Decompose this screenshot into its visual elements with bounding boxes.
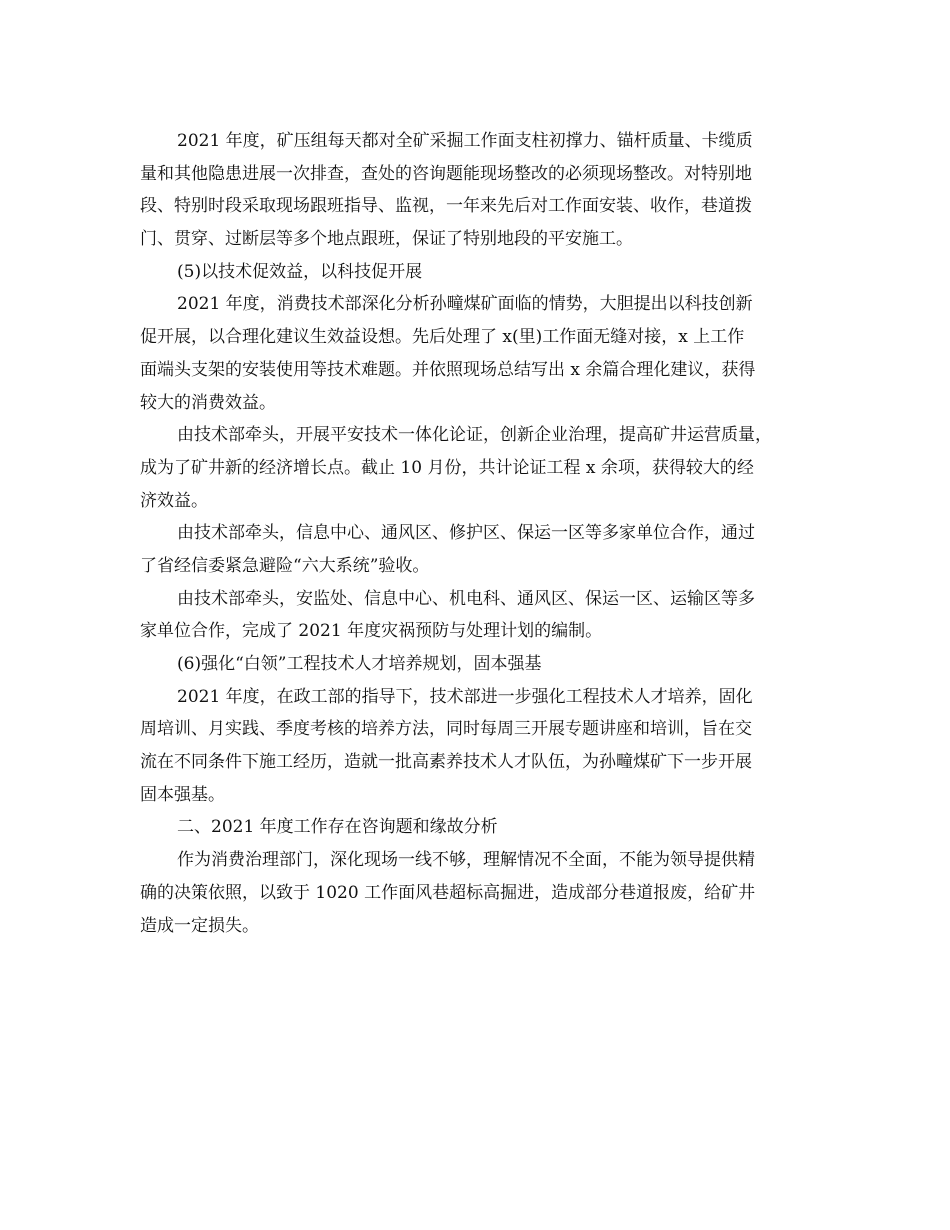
text-line: 面端头支架的安装使用等技术难题。并依照现场总结写出 x 余篇合理化建议，获得	[140, 359, 756, 380]
text-line: 促开展，以合理化建议生效益设想。先后处理了 x(里)工作面无缝对接，x 上工作	[140, 327, 745, 348]
text-line: 由技术部牵头，开展平安技术一体化论证，创新企业治理，提高矿井运营质量，	[177, 425, 772, 446]
text-line: 2021 年度，消费技术部深化分析孙疃煤矿面临的情势，大胆提出以科技创新	[177, 294, 753, 315]
text-line: 确的决策依照，以致于 1020 工作面风巷超标高掘进，造成部分巷道报废，给矿井	[140, 882, 756, 903]
text-line: 济效益。	[140, 490, 208, 511]
document-body	[140, 125, 815, 942]
text-line: 造成一定损失。	[140, 915, 259, 936]
text-line: 2021 年度，矿压组每天都对全矿采掘工作面支柱初撑力、锚杆质量、卡缆质	[177, 131, 753, 151]
text-line: 门、贯穿、过断层等多个地点跟班，保证了特别地段的平安施工。	[140, 229, 633, 250]
text-line: 流在不同条件下施工经历，造就一批高素养技术人才队伍，为孙疃煤矿下一步开展	[140, 752, 752, 773]
text-line: 段、特别时段采取现场跟班指导、监视，一年来先后对工作面安装、收作，巷道拨	[140, 196, 752, 217]
text-line: 由技术部牵头，信息中心、通风区、修护区、保运一区等多家单位合作，通过	[177, 523, 755, 544]
text-line: 量和其他隐患进展一次排查，查处的咨询题能现场整改的必须现场整改。对特别地	[140, 163, 752, 184]
text-line: 固本强基。	[140, 784, 225, 805]
text-line: (6)强化“白领”工程技术人才培养规划，固本强基	[177, 654, 542, 674]
text-line: 作为消费治理部门，深化现场一线不够，理解情况不全面，不能为领导提供精	[177, 850, 755, 871]
text-line: 由技术部牵头，安监处、信息中心、机电科、通风区、保运一区、运输区等多	[177, 588, 755, 609]
text-line: 成为了矿井新的经济增长点。截止 10 月份，共计论证工程 x 余项，获得较大的经	[140, 457, 754, 478]
text-line: 2021 年度，在政工部的指导下，技术部进一步强化工程技术人才培养，固化	[177, 686, 753, 707]
text-line: 二、2021 年度工作存在咨询题和缘故分析	[177, 817, 498, 838]
text-line: (5)以技术促效益，以科技促开展	[177, 261, 423, 282]
text-line: 较大的消费效益。	[140, 392, 276, 413]
text-line: 周培训、月实践、季度考核的培养方法，同时每周三开展专题讲座和培训，旨在交	[140, 719, 752, 740]
text-line: 了省经信委紧急避险“六大系统”验收。	[140, 555, 430, 576]
text-line: 家单位合作，完成了 2021 年度灾祸预防与处理计划的编制。	[140, 621, 603, 642]
